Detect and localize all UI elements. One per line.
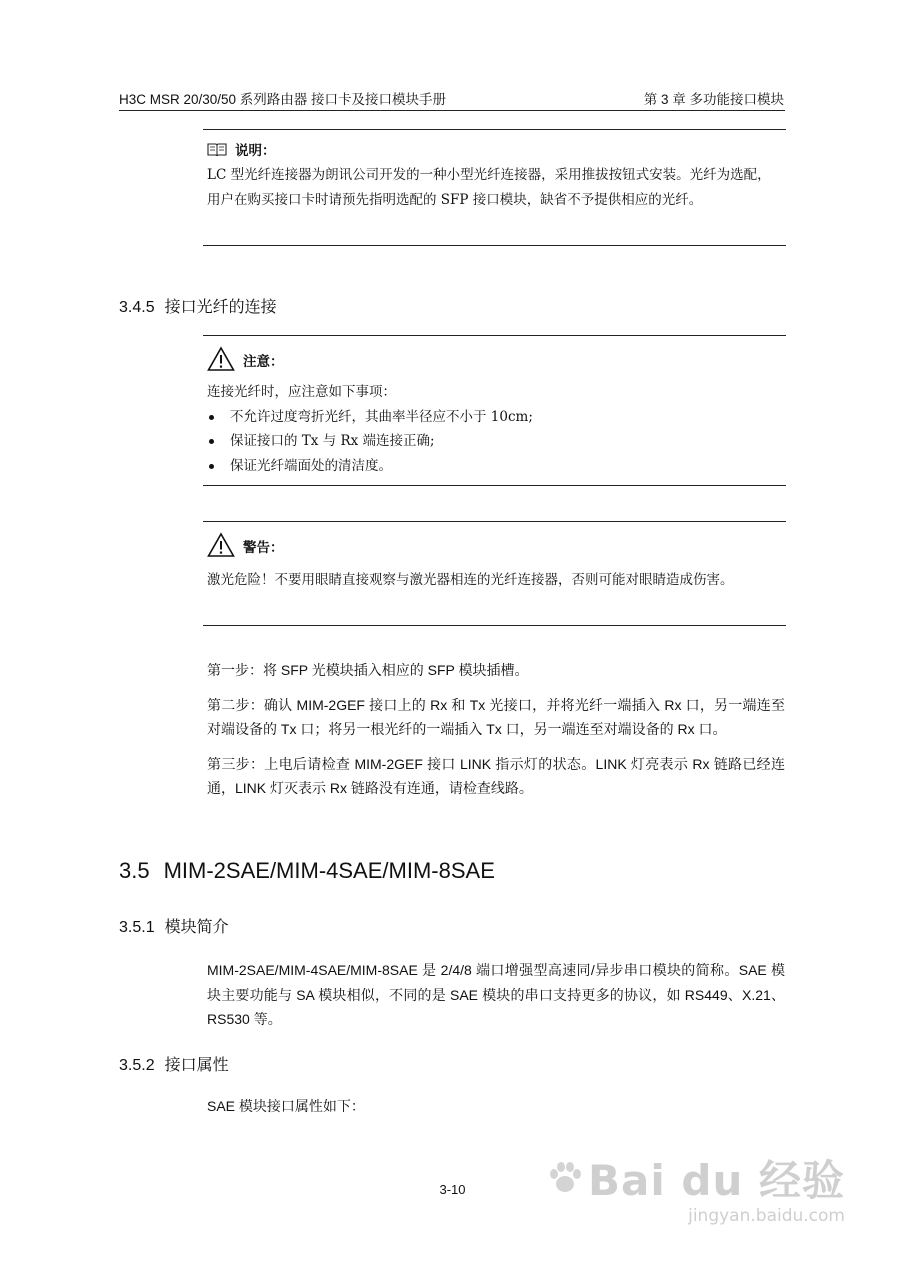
warning-triangle-icon <box>207 532 235 558</box>
page-number: 3-10 <box>439 1182 466 1197</box>
caution-heading <box>207 346 284 372</box>
warning-label: 警告： <box>243 540 284 555</box>
note-top-rule <box>203 129 786 130</box>
warning-text: 激光危险！不要用眼睛直接观察与激光器相连的光纤连接器，否则可能对眼睛造成伤害。 <box>207 572 734 588</box>
step-3: 第三步：上电后请检查 MIM-2GEF 接口 LINK 指示灯的状态。LINK 灯亮表示 Rx 链路已经连通，LINK 灯灭表示 Rx 链路没有连通，请检查线路。 <box>207 755 785 796</box>
section-3-5-2-text: SAE 模块接口属性如下： <box>207 1098 365 1114</box>
section-title: 接口属性 <box>164 1057 229 1074</box>
list-item: 不允许过度弯折光纤，其曲率半径应不小于 10cm; <box>207 405 783 430</box>
section-3-5-heading <box>119 858 495 884</box>
section-number: 3.4.5 <box>119 299 155 316</box>
caution-label: 注意： <box>243 354 284 369</box>
caution-bottom-rule <box>203 485 786 486</box>
section-3-5-2-heading <box>119 1052 229 1075</box>
note-label: 说明： <box>235 143 276 158</box>
list-item: 保证光纤端面处的清洁度。 <box>207 454 783 479</box>
caution-body <box>207 380 783 478</box>
header-left: H3C MSR 20/30/50 系列路由器 接口卡及接口模块手册 <box>119 92 447 107</box>
section-3-5-1-heading <box>119 914 229 937</box>
note-bottom-rule <box>203 245 786 246</box>
header-divider <box>119 110 785 111</box>
step-1: 第一步：将 SFP 光模块插入相应的 SFP 模块插槽。 <box>207 662 529 678</box>
section-number: 3.5.1 <box>119 919 155 936</box>
warning-bottom-rule <box>203 625 786 626</box>
section-3-5-1-text: MIM-2SAE/MIM-4SAE/MIM-8SAE 是 2/4/8 端口增强型高速同/异步串口模块的简称。SAE 模块主要功能与 SA 模块相似，不同的是 SAE 模块的串口支持更多的协议，如 RS449、X.21、RS530 等。 <box>207 962 785 1027</box>
caution-list <box>207 405 783 479</box>
warning-top-rule <box>203 521 786 522</box>
book-icon <box>207 142 227 156</box>
watermark-text: Bai du 经验 <box>588 1156 845 1205</box>
section-number: 3.5.2 <box>119 1057 155 1074</box>
caution-top-rule <box>203 335 786 336</box>
caution-intro: 连接光纤时，应注意如下事项： <box>207 384 396 400</box>
header-right: 第 3 章 多功能接口模块 <box>643 92 784 107</box>
paw-icon <box>546 1159 584 1197</box>
section-3-4-5-heading <box>119 294 277 317</box>
watermark <box>546 1148 845 1226</box>
warning-heading <box>207 532 284 558</box>
step-2: 第二步：确认 MIM-2GEF 接口上的 Rx 和 Tx 光接口，并将光纤一端插入 Rx 口，另一端连至对端设备的 Tx 口；将另一根光纤的一端插入 Tx 口，另一端连至对端设备的 Rx 口。 <box>207 696 785 737</box>
note-text: LC 型光纤连接器为朗讯公司开发的一种小型光纤连接器，采用推拔按钮式安装。光纤为选配，用户在购买接口卡时请预先指明选配的 SFP 接口模块，缺省不予提供相应的光纤。 <box>207 167 771 208</box>
steps <box>207 658 785 811</box>
watermark-url: jingyan.baidu.com <box>688 1206 845 1226</box>
list-item: 保证接口的 Tx 与 Rx 端连接正确; <box>207 429 783 454</box>
section-title: MIM-2SAE/MIM-4SAE/MIM-8SAE <box>163 858 495 883</box>
warning-triangle-icon <box>207 346 235 372</box>
section-number: 3.5 <box>119 858 150 883</box>
section-title: 模块简介 <box>164 919 229 936</box>
section-title: 接口光纤的连接 <box>164 299 277 316</box>
note-heading <box>207 139 276 159</box>
